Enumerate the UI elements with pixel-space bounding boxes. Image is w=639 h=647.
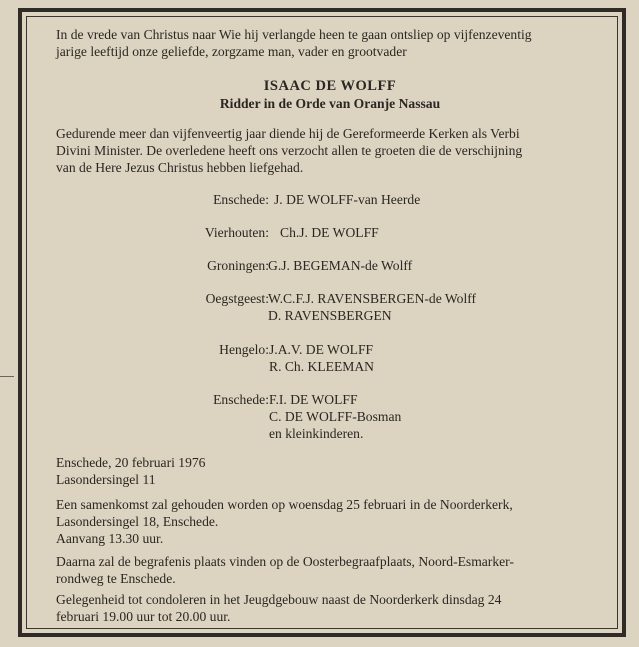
family-entry — [56, 257, 604, 274]
family-entry — [56, 290, 604, 324]
family-entry — [56, 224, 604, 241]
intro-line: In de vrede van Christus naar Wie hij verlangde heen te gaan ontsliep op vijfenzeventig — [56, 27, 532, 42]
bio-line: Gedurende meer dan vijfenveertig jaar diende hij de Gereformeerde Kerken als Verbi — [56, 126, 520, 141]
family-member: J.A.V. DE WOLFF — [269, 342, 374, 357]
burial-line: Daarna zal de begrafenis plaats vinden op de Oosterbegraafplaats, Noord-Esmarker- — [56, 554, 514, 569]
family-member: W.C.F.J. RAVENSBERGEN-de Wolff — [268, 291, 477, 306]
meeting-line: Aanvang 13.30 uur. — [56, 531, 164, 546]
family-member: C. DE WOLFF-Bosman — [269, 409, 402, 424]
family-entry — [56, 391, 604, 442]
deceased-name: ISAAC DE WOLFF — [263, 78, 397, 94]
family-member: J. DE WOLFF-van Heerde — [274, 192, 421, 207]
condolence-paragraph — [56, 591, 604, 625]
deceased-heading — [56, 78, 604, 112]
family-member: F.I. DE WOLFF — [269, 392, 358, 407]
date-line: Enschede, 20 februari 1976 — [56, 455, 206, 470]
meeting-paragraph — [56, 496, 604, 547]
intro-paragraph — [56, 26, 604, 60]
family-place: Vierhouten: — [204, 225, 269, 240]
family-place: Oegstgeest: — [205, 291, 269, 306]
family-member: G.J. BEGEMAN-de Wolff — [268, 258, 413, 273]
family-place: Groningen: — [207, 258, 269, 273]
family-entry — [56, 341, 604, 375]
family-member: R. Ch. KLEEMAN — [269, 359, 374, 374]
bio-paragraph — [56, 125, 604, 176]
bio-line: Divini Minister. De overledene heeft ons verzocht allen te groeten die de verschijning — [56, 143, 523, 158]
column-rule — [0, 376, 14, 377]
family-member: en kleinkinderen. — [269, 426, 364, 441]
intro-line: jarige leeftijd onze geliefde, zorgzame man, vader en grootvader — [56, 44, 407, 59]
family-place: Enschede: — [213, 392, 269, 407]
deceased-honor: Ridder in de Orde van Oranje Nassau — [219, 96, 441, 111]
burial-line: rondweg te Enschede. — [56, 571, 176, 586]
family-member: Ch.J. DE WOLFF — [280, 225, 379, 240]
meeting-line: Een samenkomst zal gehouden worden op woensdag 25 februari in de Noorderkerk, — [56, 497, 513, 512]
burial-paragraph — [56, 553, 604, 587]
condolence-line: februari 19.00 uur tot 20.00 uur. — [56, 609, 231, 624]
family-entry — [56, 191, 604, 208]
bio-line: van de Here Jezus Christus hebben liefgehad. — [56, 160, 304, 175]
address-line: Lasondersingel 11 — [56, 472, 156, 487]
family-member: D. RAVENSBERGEN — [268, 308, 392, 323]
date-address-block — [56, 454, 604, 488]
condolence-line: Gelegenheid tot condoleren in het Jeugdgebouw naast de Noorderkerk dinsdag 24 — [56, 592, 502, 607]
meeting-line: Lasondersingel 18, Enschede. — [56, 514, 219, 529]
family-place: Hengelo: — [219, 342, 269, 357]
family-place: Enschede: — [213, 192, 269, 207]
